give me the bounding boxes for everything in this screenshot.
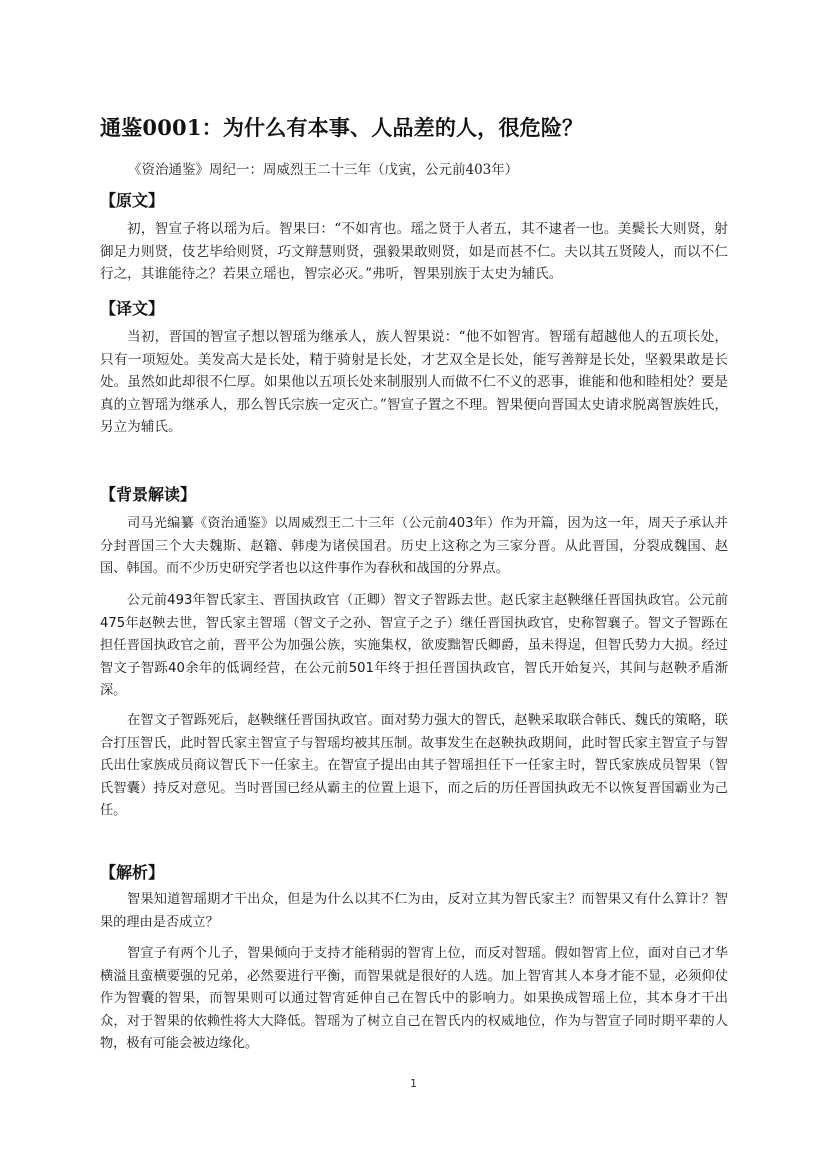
section-heading-translation: 【译文】 [100,299,165,318]
background-paragraph-3: 在智文子智跞死后，赵鞅继任晋国执政官。面对势力强大的智氏，赵鞅采取联合韩氏、魏氏的策略，联合打压智氏，此时智氏家主智宣子与智瑶均被其压制。故事发生在赵鞅执政期间，此时智氏家主智宣子与智氏出仕家族成员商议智氏下一任家主。在智宣子提出由其子智瑶担任下一任家主时，智氏家族成员智果（智氏智囊）持反对意见。当时晋国已经从霸主的位置上退下，而之后的历任晋国执政无不以恢复晋国霸业为己任。 [100,713,728,818]
translation-paragraph: 当初，晋国的智宣子想以智瑶为继承人，族人智果说：“他不如智宵。智瑶有超越他人的五项长处，只有一项短处。美发高大是长处，精于骑射是长处，才艺双全是长处，能写善辩是长处，坚毅果敢是长处。虽然如此却很不仁厚。如果他以五项长处来制服别人而做不仁不义的恶事，谁能和他和睦相处？要是真的立智瑶为继承人，那么智氏宗族一定灭亡。”智宣子置之不理。智果便向晋国太史请求脱离智族姓氏，另立为辅氏。 [100,329,728,435]
source-citation: 《资治通鉴》周纪一：周威烈王二十三年（戊寅，公元前403年） [128,162,519,178]
section-heading-original-text: 【原文】 [100,191,165,210]
analysis-paragraph-1: 智果知道智瑶期才干出众，但是为什么以其不仁为由，反对立其为智氏家主？而智果又有什么算计？智果的理由是否成立？ [100,892,728,930]
background-paragraph-2: 公元前493年智氏家主、晋国执政官（正卿）智文子智跞去世。赵氏家主赵鞅继任晋国执政官。公元前475年赵鞅去世，智氏家主智瑶（智文子之孙、智宣子之子）继任晋国执政官，史称智襄子。智文子智跞在担任晋国执政官之前，晋平公为加强公族，实施集权，欲废黜智氏卿爵，虽未得逞，但智氏势力大损。经过智文子智跞40余年的低调经营，在公元前501年终于担任晋国执政官，智氏开始复兴，其间与赵鞅矛盾渐深。 [100,593,728,698]
page-title: 通鉴0001：为什么有本事、人品差的人，很危险？ [100,115,584,140]
background-paragraph-1: 司马光编纂《资治通鉴》以周威烈王二十三年（公元前403年）作为开篇，因为这一年，周天子承认并分封晋国三个大夫魏斯、赵籍、韩虔为诸侯国君。历史上这称之为三家分晋。从此晋国，分裂成魏国、赵国、韩国。而不少历史研究学者也以这件事作为春秋和战国的分界点。 [100,516,728,576]
analysis-paragraph-2: 智宣子有两个儿子，智果倾向于支持才能稍弱的智宵上位，而反对智瑶。假如智宵上位，面对自己才华横溢且蛮横要强的兄弟，必然要进行平衡，而智果就是很好的人选。加上智宵其人本身才能不显，必须仰仗作为智囊的智果，而智果则可以通过智宵延伸自己在智氏中的影响力。如果换成智瑶上位，其本身才干出众，对于智果的依赖性将大大降低。智瑶为了树立自己在智氏内的权威地位，作为与智宣子同时期平辈的人物，极有可能会被边缘化。 [100,946,728,1051]
section-heading-analysis: 【解析】 [100,863,165,882]
page-number: 1 [410,1077,417,1090]
section-heading-background: 【背景解读】 [100,485,197,504]
original-text-paragraph: 初，智宣子将以瑶为后。智果曰：“不如宵也。瑶之贤于人者五，其不逮者一也。美鬓长大则贤，射御足力则贤，伎艺毕给则贤，巧文辩慧则贤，强毅果敢则贤，如是而甚不仁。夫以其五贤陵人，而以不仁行之，其谁能待之？若果立瑶也，智宗必灭。”弗听，智果别族于太史为辅氏。 [100,221,728,282]
